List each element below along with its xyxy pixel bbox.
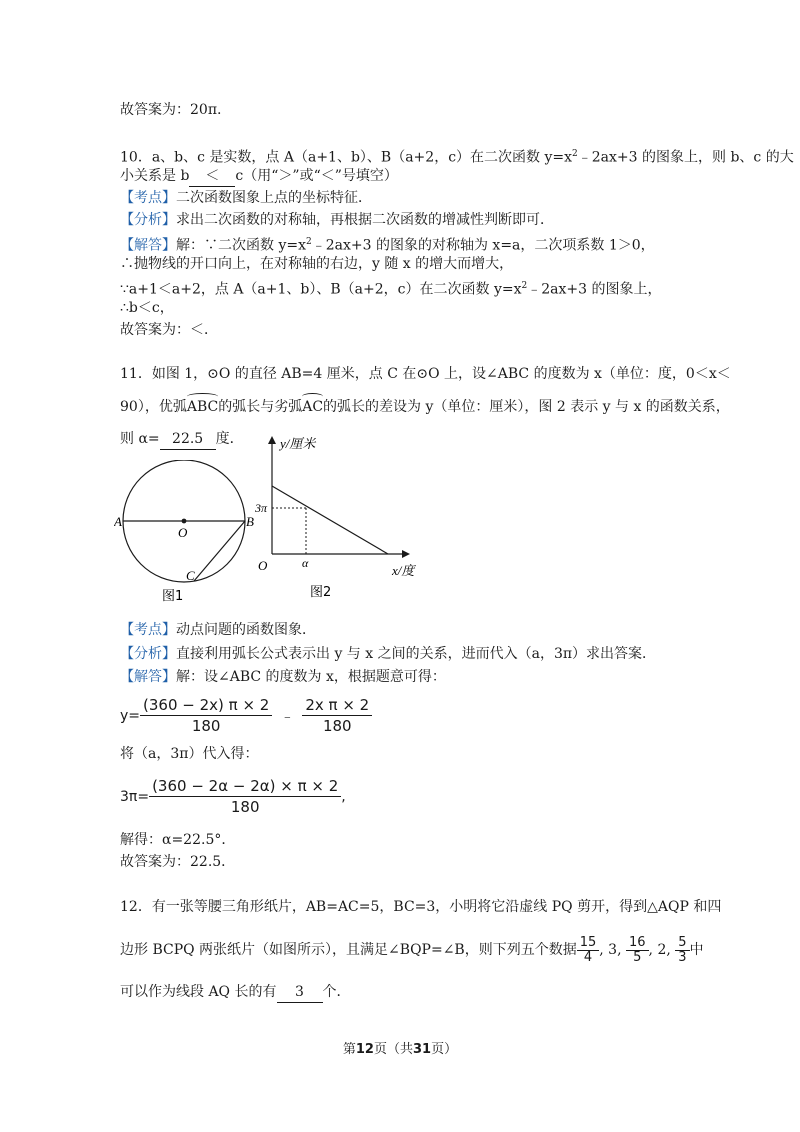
- q11-equation-1: y= $\frac{(360 - 2x) \pi \times 2}{180}$ ﹣ $\frac{\text{2x π × 2}}{180}$: [120, 695, 372, 736]
- answer-q9: 故答案为：20π.: [120, 102, 222, 118]
- y-axis-label: y/厘米: [280, 436, 316, 451]
- q10-stem-line1: 10．a、b、c 是实数，点 A（a+1、b）、B（a+2，c）在二次函数 $y=x^2﹣2ax+3$ 的图象上，则 b、c 的大: [120, 149, 794, 166]
- figure-2-caption: 图2: [310, 585, 332, 600]
- jieda-tag: 【解答】: [120, 237, 176, 254]
- q10-solution-line2: ∴抛物线的开口向上，在对称轴的右边，y 随 x 的增大而增大，: [120, 256, 514, 272]
- page-number: 12: [355, 1042, 374, 1057]
- q11-stem-line2: 90），优弧ABC的弧长与劣弧AC的弧长的差设为 y（单位：厘米），图 2 表示 y 与 x 的函数关系，: [120, 399, 730, 415]
- q11-substitute-text: 将（a，3π）代入得：: [120, 746, 259, 762]
- fenxi-tag: 【分析】: [120, 212, 176, 228]
- origin-label: O: [258, 558, 268, 573]
- q10-solution-line4: ∴b＜c，: [120, 300, 174, 316]
- total-pages: 31: [413, 1042, 432, 1057]
- q12-stem-line1: 12．有一张等腰三角形纸片，AB=AC=5，BC=3，小明将它沿虚线 PQ 剪开，得到△AQP 和四: [120, 899, 722, 915]
- q11-kaodian: 【考点】动点问题的函数图象．: [120, 622, 316, 638]
- figure-2-graph: [254, 432, 434, 612]
- q10-jieda: 【解答】解：∵二次函数 $y=x^2﹣2ax+3$ 的图象的对称轴为 x=a，二次项系数 1＞0，: [120, 237, 655, 254]
- fenxi-tag: 【分析】: [120, 646, 176, 662]
- figure-1-circle: [114, 460, 254, 612]
- q11-jieda: 【解答】解：设∠ABC 的度数为 x，根据题意可得：: [120, 669, 446, 685]
- q11-solve: 解得：α=22.5°．: [120, 832, 236, 848]
- q11-equation-2: 3π= $\frac{(360 - 2\alpha - 2\alpha) \times \pi \times 2}{180}$ ,: [120, 777, 346, 816]
- kaodian-tag: 【考点】: [120, 190, 176, 206]
- q10-answer: 故答案为：＜．: [120, 322, 218, 338]
- x-tick-label: α: [302, 556, 309, 570]
- q11-answer-blank: 22.5: [160, 429, 216, 450]
- q11-answer: 故答案为：22.5．: [120, 854, 236, 870]
- q10-answer-blank: ＜: [189, 166, 235, 187]
- q11-stem-line3: 则 α= 22.5 度．: [120, 429, 244, 450]
- center-o-label: O: [178, 525, 188, 540]
- q12-answer-blank: 3: [277, 982, 323, 1003]
- q10-solution-line3: ∵a+1＜a+2，点 A（a+1、b）、B（a+2，c）在二次函数 $y=x^2﹣2ax+3$ 的图象上，: [120, 281, 662, 298]
- y-tick-label: 3π: [255, 501, 268, 515]
- q10-fenxi: 【分析】求出二次函数的对称轴，再根据二次函数的增减性判断即可．: [120, 212, 554, 228]
- point-b-label: B: [246, 514, 254, 529]
- figure-1-caption: 图1: [162, 589, 184, 604]
- q10-kaodian: 【考点】二次函数图象上点的坐标特征．: [120, 190, 372, 206]
- x-axis-label: x/度: [392, 563, 415, 578]
- q10-stem-line2: 小关系是 b ＜ c（用“＞”或“＜”号填空）: [120, 166, 398, 187]
- jieda-tag: 【解答】: [120, 669, 176, 685]
- q12-stem-line2: 边形 BCPQ 两张纸片（如图所示），且满足∠BQP=∠B，则下列五个数据 $\frac{15}{4}$ , 3, $\frac{16}{5}$ , 2, $\frac{5}{3}$ 中: [120, 934, 704, 965]
- kaodian-tag: 【考点】: [120, 622, 176, 638]
- point-a-label: A: [114, 514, 122, 529]
- q11-stem-line1: 11．如图 1，⊙O 的直径 AB=4 厘米，点 C 在⊙O 上，设∠ABC 的度数为 x（单位：度，0＜x＜: [120, 366, 731, 382]
- arc-abc: ABC: [186, 399, 219, 415]
- q11-fenxi: 【分析】直接利用弧长公式表示出 y 与 x 之间的关系，进而代入（a，3π）求出答案．: [120, 646, 657, 662]
- point-c-label: C: [186, 568, 195, 583]
- arc-ac: AC: [302, 399, 324, 415]
- q12-stem-line3: 可以作为线段 AQ 长的有 3 个．: [120, 982, 351, 1003]
- page-footer: 第12页（共31页）: [342, 1042, 458, 1057]
